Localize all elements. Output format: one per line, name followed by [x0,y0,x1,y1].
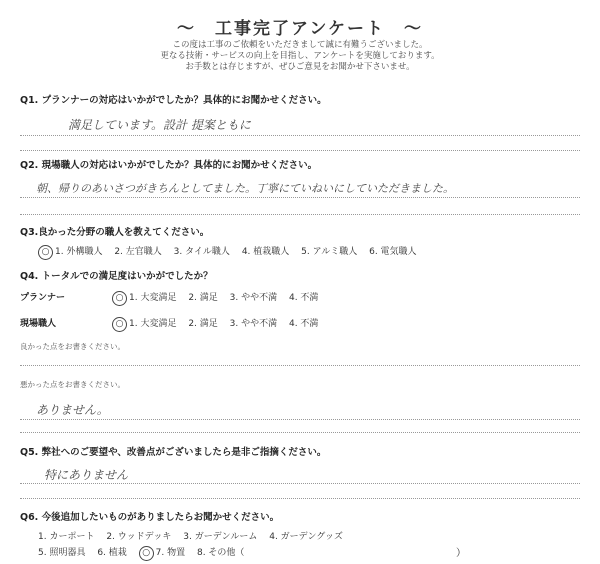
q2-label: Q2. 現場職人の対応はいかがでしたか？具体的にお聞かせください。 [20,160,318,171]
q4-planner-option-1[interactable]: 1. 大変満足 [129,293,177,303]
q1-rule-1 [20,135,580,136]
q4-row-planner-options [112,290,327,306]
selected-circle-mark: ○ [112,291,127,306]
q2-rule-1 [20,197,580,198]
q6-option-1[interactable]: 1. カーポート [38,532,95,542]
q4-bad-rule-1 [20,419,580,420]
q2-answer: 朝、帰りのあいさつがきちんとしてました。丁寧にていねいにしていただきました。 [36,182,454,195]
q4-bad-label: 悪かった点をお書きください。 [20,380,125,389]
q4-craftsman-option-3[interactable]: 3. やや不満 [229,319,278,329]
q3-label: Q3.良かった分野の職人を教えてください。 [20,227,210,238]
q1-label: Q1. プランナーの対応はいかがでしたか？具体的にお聞かせください。 [20,95,327,106]
q6-option-8[interactable]: 8. その他（ [196,548,245,558]
q1-rule-2 [20,150,580,151]
intro-line-2: 更なる技術・サービスの向上を目指し、アンケートを実施しております。 [160,51,440,61]
q4-craftsman-option-4[interactable]: 4. 不満 [288,319,319,329]
q4-planner-option-2[interactable]: 2. 満足 [188,293,218,303]
q4-label: Q4. トータルでの満足度はいかがでしたか？ [20,271,213,282]
page-title: ～ 工事完了アンケート ～ [177,19,423,39]
q5-rule-2 [20,498,580,499]
q4-bad-answer: ありません。 [36,403,109,417]
q6-close-paren: ） [456,548,466,559]
q6-option-7[interactable]: 7. 物置 [155,548,186,558]
q6-options-row-1 [38,529,352,542]
intro-line-3: お手数とは存じますが、ぜひご意見をお聞かせ下さいませ。 [185,62,415,72]
selected-circle-mark: ○ [139,546,154,561]
q6-option-4[interactable]: 4. ガーデングッズ [269,532,343,542]
q3-option-2[interactable]: 2. 左官職人 [114,247,162,257]
q1-answer: 満足しています。設計 提案ともに [68,118,251,132]
selected-circle-mark: ○ [38,245,53,260]
q3-option-4[interactable]: 4. 植栽職人 [241,247,290,257]
q5-answer: 特にありません [44,468,129,482]
q3-option-3[interactable]: 3. タイル職人 [173,247,230,257]
intro-line-1: この度は工事のご依頼をいただきまして誠に有難うございました。 [172,40,428,50]
q6-option-2[interactable]: 2. ウッドデッキ [106,532,172,542]
q4-bad-rule-2 [20,432,580,433]
q4-craftsman-option-2[interactable]: 2. 満足 [188,319,218,329]
q5-label: Q5. 弊社へのご要望や、改善点がございましたら是非ご指摘ください。 [20,447,327,458]
q4-row-craftsman-label: 現場職人 [20,319,57,329]
q6-option-6[interactable]: 6. 植栽 [97,548,127,558]
q4-craftsman-option-1[interactable]: 1. 大変満足 [129,319,177,329]
q4-planner-option-4[interactable]: 4. 不満 [288,293,319,303]
q5-rule-1 [20,483,580,484]
q3-option-5[interactable]: 5. アルミ職人 [301,247,358,257]
q6-options-row-2 [38,545,253,561]
q3-option-1[interactable]: 1. 外構職人 [55,247,103,257]
q4-good-rule-1 [20,365,580,366]
selected-circle-mark: ○ [112,317,127,332]
q4-good-label: 良かった点をお書きください。 [20,342,125,351]
q2-rule-2 [20,214,580,215]
q4-row-planner-label: プランナー [20,293,66,303]
q6-label: Q6. 今後追加したいものがありましたらお聞かせください。 [20,512,280,523]
q3-options [38,244,426,260]
q3-option-6[interactable]: 6. 電気職人 [369,247,417,257]
q6-option-3[interactable]: 3. ガーデンルーム [183,532,258,542]
q6-option-5[interactable]: 5. 照明器具 [38,548,86,558]
q4-planner-option-3[interactable]: 3. やや不満 [229,293,278,303]
q4-row-craftsman-options [112,316,327,332]
